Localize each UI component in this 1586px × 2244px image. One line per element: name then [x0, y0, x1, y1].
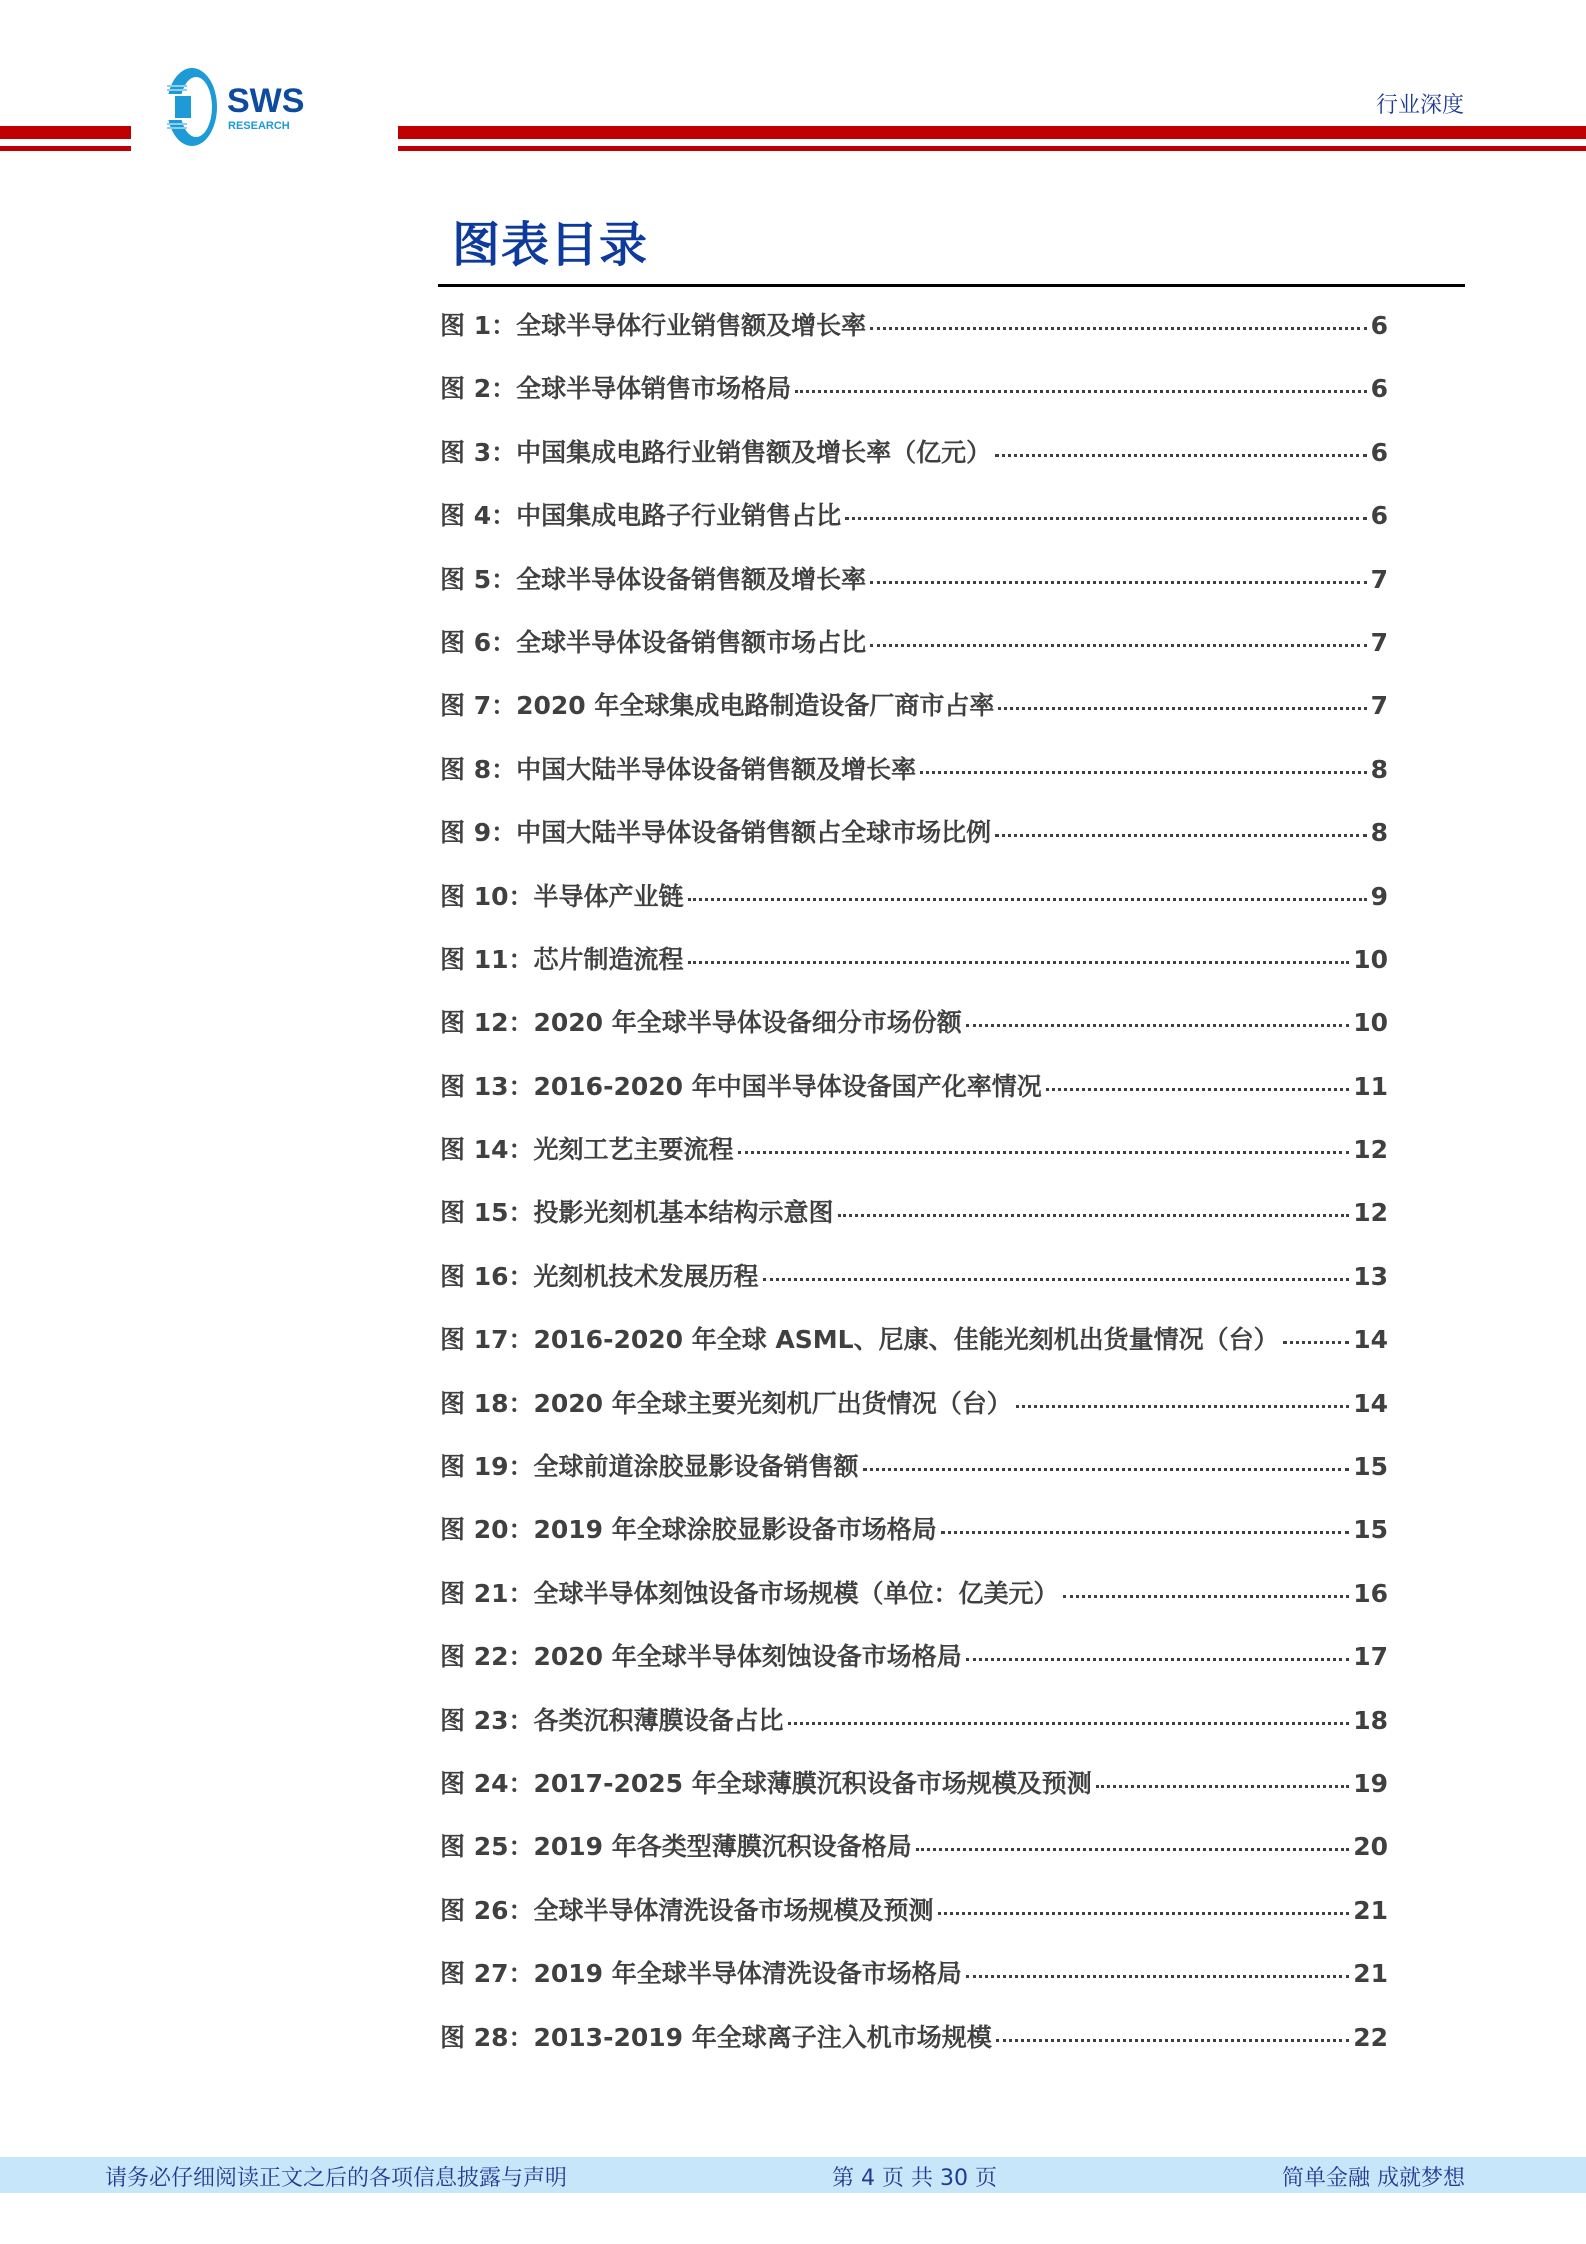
toc-entry-title: 图 18：2020 年全球主要光刻机厂出货情况（台）	[440, 1388, 1012, 1418]
toc-entry-page: 22	[1353, 2022, 1388, 2052]
svg-text:RESEARCH: RESEARCH	[228, 120, 290, 132]
toc-dot-leader	[763, 1278, 1350, 1281]
toc-entry[interactable]	[440, 750, 1388, 813]
toc-entry-page: 12	[1353, 1135, 1388, 1165]
footer-page-info: 第 4 页 共 30 页	[832, 2166, 997, 2191]
toc-entry-page: 15	[1353, 1515, 1388, 1545]
toc-entry[interactable]	[440, 1003, 1388, 1066]
toc-entry[interactable]	[440, 1320, 1388, 1383]
toc-entry[interactable]	[440, 813, 1388, 876]
toc-entry-title: 图 2：全球半导体销售市场格局	[440, 374, 792, 404]
toc-entry-title: 图 24：2017-2025 年全球薄膜沉积设备市场规模及预测	[440, 1768, 1092, 1798]
toc-dot-leader	[995, 834, 1366, 837]
toc-dot-leader	[870, 644, 1366, 647]
toc-entry-title: 图 8：中国大陆半导体设备销售额及增长率	[440, 754, 917, 784]
toc-dot-leader	[966, 1024, 1349, 1027]
toc-entry-page: 7	[1370, 627, 1388, 657]
toc-entry[interactable]	[440, 1574, 1388, 1637]
toc-entry-title: 图 23：各类沉积薄膜设备占比	[440, 1705, 784, 1735]
toc-entry-page: 15	[1353, 1452, 1388, 1482]
toc-dot-leader	[738, 1151, 1350, 1154]
toc-entry-page: 18	[1353, 1705, 1388, 1735]
toc-entry-title: 图 7：2020 年全球集成电路制造设备厂商市占率	[440, 691, 995, 721]
footer-bar	[0, 2157, 1586, 2193]
toc-entry-title: 图 6：全球半导体设备销售额市场占比	[440, 627, 867, 657]
toc-entry-page: 17	[1353, 1642, 1388, 1672]
title-divider	[438, 284, 1465, 287]
toc-entry-title: 图 11：芯片制造流程	[440, 944, 684, 974]
toc-entry[interactable]	[440, 1384, 1388, 1447]
toc-dot-leader	[688, 898, 1367, 901]
toc-dot-leader	[938, 1912, 1350, 1915]
toc-entry-title: 图 17：2016-2020 年全球 ASML、尼康、佳能光刻机出货量情况（台）	[440, 1325, 1279, 1355]
toc-entry-page: 12	[1353, 1198, 1388, 1228]
toc-dot-leader	[966, 1658, 1349, 1661]
toc-entry-page: 7	[1370, 691, 1388, 721]
toc-entry-title: 图 22：2020 年全球半导体刻蚀设备市场格局	[440, 1642, 962, 1672]
toc-entry-title: 图 16：光刻机技术发展历程	[440, 1261, 759, 1291]
toc-entry[interactable]	[440, 433, 1388, 496]
toc-entry-title: 图 20：2019 年全球涂胶显影设备市场格局	[440, 1515, 937, 1545]
toc-dot-leader	[1016, 1405, 1349, 1408]
footer-slogan: 简单金融 成就梦想	[1282, 2166, 1465, 2191]
footer-disclaimer: 请务必仔细阅读正文之后的各项信息披露与声明	[105, 2166, 568, 2191]
toc-entry-title: 图 25：2019 年各类型薄膜沉积设备格局	[440, 1832, 912, 1862]
toc-dot-leader	[920, 771, 1366, 774]
toc-entry[interactable]	[440, 1130, 1388, 1193]
toc-entry-title: 图 15：投影光刻机基本结构示意图	[440, 1198, 834, 1228]
toc-entry-page: 19	[1353, 1768, 1388, 1798]
toc-entry-title: 图 27：2019 年全球半导体清洗设备市场格局	[440, 1959, 962, 1989]
toc-entry[interactable]	[440, 369, 1388, 432]
toc-dot-leader	[863, 1468, 1350, 1471]
toc-entry[interactable]	[440, 686, 1388, 749]
toc-entry[interactable]	[440, 877, 1388, 940]
report-type-tag: 行业深度	[1375, 93, 1464, 118]
toc-entry-page: 6	[1370, 311, 1388, 340]
toc-entry-page: 11	[1353, 1071, 1388, 1101]
toc-entry[interactable]	[440, 1891, 1388, 1954]
toc-entry-title: 图 26：全球半导体清洗设备市场规模及预测	[440, 1895, 934, 1925]
toc-dot-leader	[1096, 1785, 1349, 1788]
toc-entry[interactable]	[440, 1510, 1388, 1573]
toc-entry-page: 6	[1370, 501, 1388, 531]
svg-text:SWS: SWS	[227, 82, 305, 120]
toc-entry[interactable]	[440, 1447, 1388, 1510]
toc-dot-leader	[870, 581, 1366, 584]
toc-dot-leader	[941, 1531, 1349, 1534]
toc-dot-leader	[1063, 1595, 1350, 1598]
toc-entry-page: 6	[1370, 374, 1388, 404]
toc-entry-title: 图 12：2020 年全球半导体设备细分市场份额	[440, 1008, 962, 1038]
toc-dot-leader	[916, 1848, 1349, 1851]
figure-toc-list	[440, 306, 1388, 2081]
toc-entry-page: 14	[1353, 1388, 1388, 1418]
toc-entry[interactable]	[440, 940, 1388, 1003]
toc-entry-page: 10	[1353, 1008, 1388, 1038]
toc-entry-title: 图 28：2013-2019 年全球离子注入机市场规模	[440, 2022, 992, 2052]
toc-entry-page: 16	[1353, 1578, 1388, 1608]
header-bar-right-thick	[398, 126, 1586, 139]
toc-entry-title: 图 10：半导体产业链	[440, 881, 684, 911]
toc-entry[interactable]	[440, 1637, 1388, 1700]
toc-entry-page: 13	[1353, 1261, 1388, 1291]
toc-dot-leader	[795, 390, 1366, 393]
toc-entry-page: 21	[1353, 1959, 1388, 1989]
toc-entry[interactable]	[440, 1701, 1388, 1764]
toc-entry-title: 图 5：全球半导体设备销售额及增长率	[440, 564, 867, 594]
header-bar-right-thin	[398, 146, 1586, 151]
toc-entry-page: 8	[1370, 818, 1388, 848]
toc-dot-leader	[788, 1722, 1350, 1725]
toc-entry-title: 图 9：中国大陆半导体设备销售额占全球市场比例	[440, 818, 992, 848]
toc-entry-title: 图 13：2016-2020 年中国半导体设备国产化率情况	[440, 1071, 1042, 1101]
toc-entry-title: 图 19：全球前道涂胶显影设备销售额	[440, 1452, 859, 1482]
toc-dot-leader	[845, 517, 1366, 520]
toc-entry-title: 图 14：光刻工艺主要流程	[440, 1135, 734, 1165]
toc-dot-leader	[995, 454, 1366, 457]
toc-entry-page: 8	[1370, 754, 1388, 784]
toc-entry[interactable]	[440, 1954, 1388, 2017]
toc-dot-leader	[1283, 1341, 1350, 1344]
header-bar-left-thin	[0, 146, 131, 151]
toc-entry-title: 图 21：全球半导体刻蚀设备市场规模（单位：亿美元）	[440, 1578, 1059, 1608]
toc-entry[interactable]	[440, 1827, 1388, 1890]
toc-dot-leader	[688, 961, 1350, 964]
toc-entry[interactable]	[440, 1193, 1388, 1256]
toc-entry-page: 7	[1370, 564, 1388, 594]
toc-entry[interactable]	[440, 496, 1388, 559]
toc-entry[interactable]	[440, 306, 1388, 369]
toc-entry-title: 图 4：中国集成电路子行业销售占比	[440, 501, 842, 531]
toc-dot-leader	[966, 1975, 1349, 1978]
toc-entry[interactable]	[440, 1764, 1388, 1827]
toc-entry-page: 20	[1353, 1832, 1388, 1862]
toc-entry-title: 图 1：全球半导体行业销售额及增长率	[440, 311, 867, 340]
toc-entry[interactable]	[440, 1257, 1388, 1320]
toc-dot-leader	[998, 707, 1366, 710]
toc-dot-leader	[870, 327, 1366, 330]
header-bar-left-thick	[0, 126, 131, 139]
toc-dot-leader	[996, 2039, 1349, 2042]
toc-entry[interactable]	[440, 1067, 1388, 1130]
toc-entry-page: 14	[1353, 1325, 1388, 1355]
toc-entry[interactable]	[440, 2018, 1388, 2081]
toc-entry-page: 9	[1370, 881, 1388, 911]
toc-entry-page: 21	[1353, 1895, 1388, 1925]
page-title: 图表目录	[452, 217, 649, 273]
toc-entry-page: 10	[1353, 944, 1388, 974]
toc-entry[interactable]	[440, 623, 1388, 686]
toc-entry-page: 6	[1370, 437, 1388, 467]
toc-entry-title: 图 3：中国集成电路行业销售额及增长率（亿元）	[440, 437, 992, 467]
sws-logo	[165, 66, 365, 148]
toc-dot-leader	[1046, 1088, 1349, 1091]
toc-dot-leader	[838, 1214, 1350, 1217]
toc-entry[interactable]	[440, 560, 1388, 623]
